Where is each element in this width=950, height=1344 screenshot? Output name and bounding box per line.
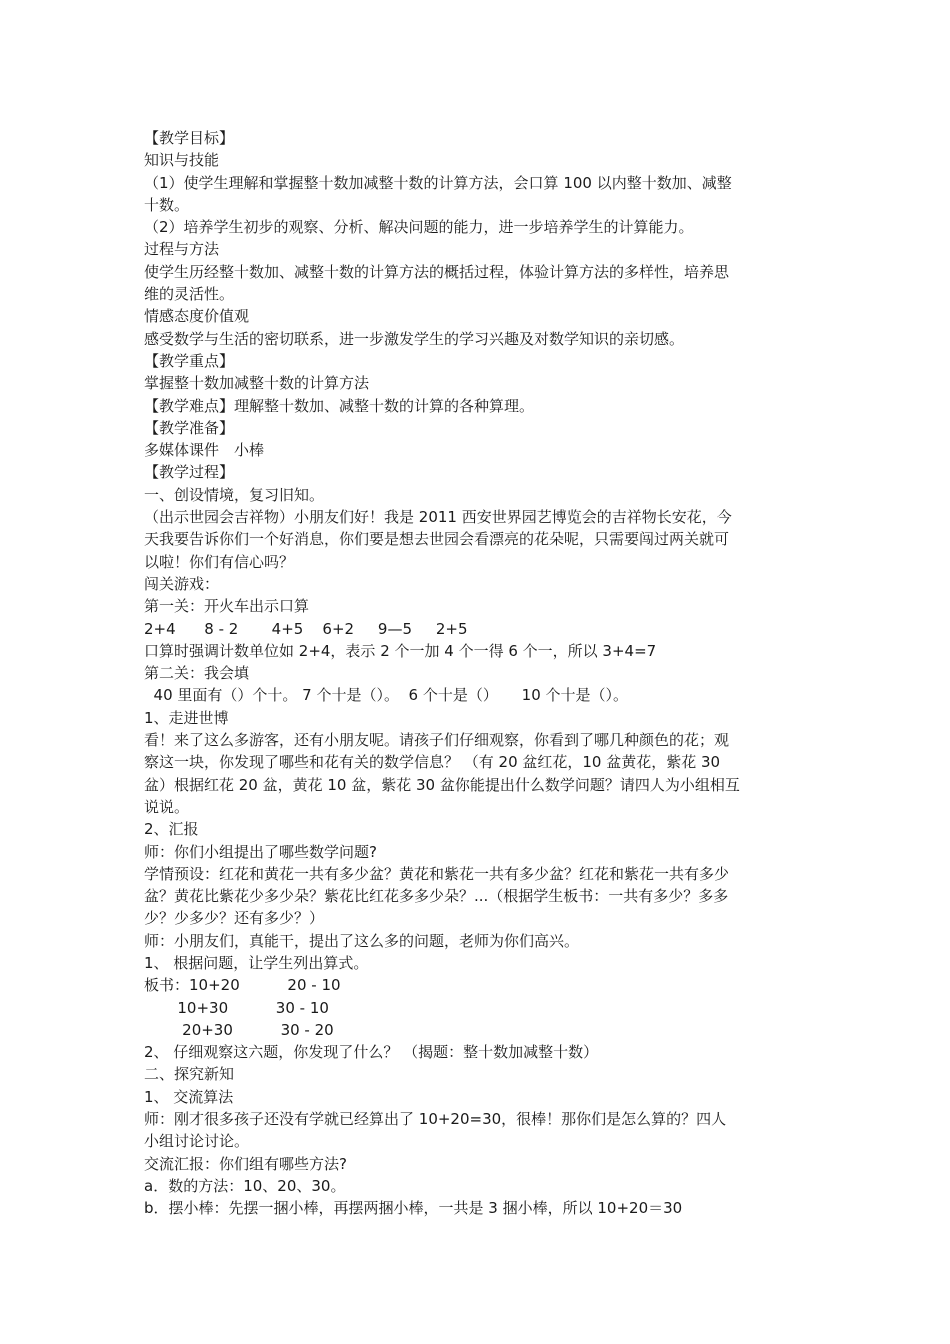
- math-exercise-line: 20+30 30 - 20: [144, 1020, 334, 1039]
- paragraph-line: 师：小朋友们，真能干，提出了这么多的问题，老师为你们高兴。: [144, 931, 580, 950]
- paragraph-line: 以啦！你们有信心吗？: [144, 552, 295, 571]
- step-heading: 二、探究新知: [144, 1065, 235, 1084]
- paragraph-line: 盆？黄花比紫花少多少朵？紫花比红花多多少朵？...（根据学生板书：一共有多少？多多: [144, 887, 729, 906]
- paragraph-line: 口算时强调计数单位如 2+4，表示 2 个一加 4 个一得 6 个一，所以 3+4=7: [144, 641, 657, 660]
- section-heading-teaching-process: 【教学过程】: [144, 463, 235, 482]
- subheading-emotion-values: 情感态度价值观: [144, 307, 250, 326]
- paragraph-line: a．数的方法：10、20、30。: [144, 1176, 346, 1195]
- paragraph-line: 说说。: [144, 797, 190, 816]
- paragraph-line: （出示世园会吉祥物）小朋友们好！我是 2011 西安世界园艺博览会的吉祥物长安花，今: [144, 508, 732, 527]
- math-exercise-line: 板书：10+20 20 - 10: [144, 976, 341, 995]
- paragraph-line: 少？少多少？还有多少？）: [144, 909, 325, 928]
- paragraph-line: 闯关游戏：: [144, 574, 220, 593]
- paragraph-line: （2）培养学生初步的观察、分析、解决问题的能力，进一步培养学生的计算能力。: [144, 218, 694, 237]
- section-heading-difficulties: 【教学难点】理解整十数加、减整十数的计算的各种算理。: [144, 396, 535, 415]
- section-heading-key-points: 【教学重点】: [144, 351, 235, 370]
- math-exercise-line: 2+4 8 - 2 4+5 6+2 9—5 2+5: [144, 619, 468, 638]
- paragraph-line: 十数。: [144, 195, 190, 214]
- step-heading: 1、走进世博: [144, 708, 229, 727]
- paragraph-line: 使学生历经整十数加、减整十数的计算方法的概括过程，体验计算方法的多样性，培养思: [144, 262, 730, 281]
- step-heading: 一、创设情境，复习旧知。: [144, 485, 325, 504]
- section-heading-preparation: 【教学准备】: [144, 418, 235, 437]
- paragraph-line: 1、 交流算法: [144, 1087, 234, 1106]
- paragraph-line: 学情预设：红花和黄花一共有多少盆？黄花和紫花一共有多少盆？红花和紫花一共有多少: [144, 864, 730, 883]
- subheading-knowledge-skills: 知识与技能: [144, 151, 220, 170]
- paragraph-line: 师：刚才很多孩子还没有学就已经算出了 10+20=30，很棒！那你们是怎么算的？四人: [144, 1110, 727, 1129]
- paragraph-line: 交流汇报：你们组有哪些方法?: [144, 1154, 347, 1173]
- paragraph-line: 多媒体课件 小棒: [144, 441, 265, 460]
- paragraph-line: （1）使学生理解和掌握整十数加减整十数的计算方法，会口算 100 以内整十数加、减整: [144, 173, 732, 192]
- paragraph-line: 感受数学与生活的密切联系，进一步激发学生的学习兴趣及对数学知识的亲切感。: [144, 329, 685, 348]
- math-exercise-line: 10+30 30 - 10: [144, 998, 329, 1017]
- section-heading-teaching-goals: 【教学目标】: [144, 129, 235, 147]
- paragraph-line: 维的灵活性。: [144, 285, 235, 304]
- paragraph-line: 掌握整十数加减整十数的计算方法: [144, 374, 370, 393]
- step-heading: 2、汇报: [144, 820, 199, 839]
- paragraph-line: 2、 仔细观察这六题，你发现了什么？ （揭题：整十数加减整十数）: [144, 1043, 599, 1062]
- paragraph-line: 小组讨论讨论。: [144, 1132, 250, 1151]
- paragraph-line: 第二关：我会填: [144, 664, 250, 683]
- math-exercise-line: 40 里面有（）个十。 7 个十是（）。 6 个十是（） 10 个十是（）。: [144, 686, 629, 705]
- paragraph-line: 看！来了这么多游客，还有小朋友呢。请孩子们仔细观察，你看到了哪几种颜色的花；观: [144, 731, 730, 750]
- paragraph-line: 察这一块，你发现了哪些和花有关的数学信息？ （有 20 盆红花，10 盆黄花，紫花 30: [144, 753, 721, 772]
- paragraph-line: 师：你们小组提出了哪些数学问题?: [144, 842, 377, 861]
- paragraph-line: 1、 根据问题，让学生列出算式。: [144, 953, 369, 972]
- document-body: [144, 127, 804, 1220]
- paragraph-line: 盆）根据红花 20 盆，黄花 10 盆，紫花 30 盆你能提出什么数学问题？请四人为小组相互: [144, 775, 740, 794]
- paragraph-line: 第一关：开火车出示口算: [144, 597, 310, 616]
- paragraph-line: b．摆小棒：先摆一捆小棒，再摆两捆小棒，一共是 3 捆小棒，所以 10+20＝30: [144, 1199, 683, 1218]
- subheading-process-method: 过程与方法: [144, 240, 220, 259]
- paragraph-line: 天我要告诉你们一个好消息，你们要是想去世园会看漂亮的花朵呢，只需要闯过两关就可: [144, 530, 730, 549]
